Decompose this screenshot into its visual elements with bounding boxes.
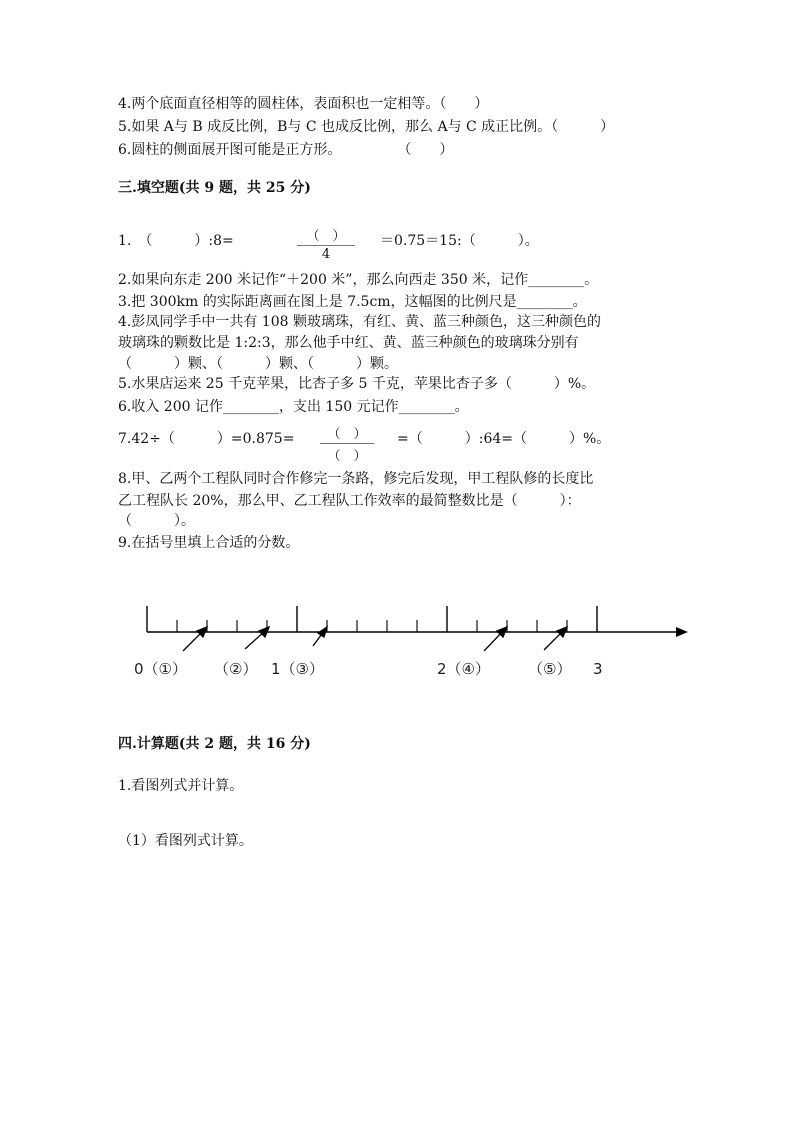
number-line-label-6: 3 (593, 660, 603, 678)
fraction-numerator: （ ） (327, 427, 367, 442)
number-line-label-3: 1（③） (271, 660, 324, 678)
fill-q1-left: 1. （ ）:8= (118, 233, 234, 249)
fill-q7-right: =（ ）:64=（ ）%。 (397, 431, 611, 447)
fill-q4-line2: 玻璃珠的颗数比是 1:2:3，那么他手中红、黄、蓝三种颜色的玻璃珠分别有 (118, 335, 579, 351)
fill-q1-right: ＝0.75＝15:（ ）。 (380, 233, 539, 249)
fill-q2: 2.如果向东走 200 米记作“＋200 米”，那么向西走 350 米，记作________。 (118, 272, 599, 288)
number-line-label-1: 0（①） (134, 660, 187, 678)
pointer-arrow-4 (484, 627, 507, 651)
judge-item-4: 4.两个底面直径相等的圆柱体，表面积也一定相等。（ ） (118, 96, 489, 112)
number-line-arrowhead (676, 627, 688, 637)
fill-q8-line1: 8.甲、乙两个工程队同时合作修完一条路，修完后发现，甲工程队修的长度比 (118, 471, 594, 487)
fill-q3: 3.把 300km 的实际距离画在图上是 7.5cm，这幅图的比例尺是________。 (118, 294, 587, 310)
fill-q4-line1: 4.彭凤同学手中一共有 108 颗玻璃珠，有红、黄、蓝三种颜色，这三种颜色的 (118, 314, 601, 330)
fill-q8-line3: （ ）。 (118, 513, 195, 529)
judge-item-6: 6.圆柱的侧面展开图可能是正方形。 （ ） (118, 142, 454, 158)
pointer-arrow-5 (544, 627, 567, 650)
fraction-numerator: （ ） (306, 229, 346, 244)
fill-q5: 5.水果店运来 25 千克苹果，比杏子多 5 千克，苹果比杏子多（ ）%。 (118, 376, 596, 392)
minor-ticks (177, 620, 567, 632)
section3-title: 三.填空题(共 9 题，共 25 分) (118, 180, 311, 196)
pointer-arrow-2 (245, 627, 269, 649)
number-line-label-5: （⑤） (528, 660, 572, 678)
fill-q7-left: 7.42÷（ ）=0.875= (118, 431, 295, 447)
calc-q1: 1.看图列式并计算。 (118, 778, 244, 794)
judge-item-5: 5.如果 A与 B 成反比例，B与 C 也成反比例，那么 A与 C 成正比例。（ ） (118, 119, 615, 135)
section4-title: 四.计算题(共 2 题，共 16 分) (118, 736, 311, 752)
number-line-label-4: 2（④） (437, 660, 490, 678)
fill-q9: 9.在括号里填上合适的分数。 (118, 535, 300, 551)
fraction-denominator: （ ） (327, 449, 367, 464)
fill-q8-line2: 乙工程队长 20%，那么甲、乙工程队工作效率的最简整数比是（ ）： (118, 493, 581, 509)
pointer-arrow-3 (313, 627, 327, 646)
number-line-label-2: （②） (214, 660, 258, 678)
calc-sub1: （1）看图列式计算。 (118, 833, 253, 849)
fill-q4-line3: （ ）颗、（ ）颗、（ ）颗。 (118, 356, 398, 372)
fill-q6: 6.收入 200 记作________，支出 150 元记作________。 (118, 399, 469, 415)
pointer-arrow-1 (183, 627, 207, 651)
fraction-denominator: 4 (321, 247, 331, 262)
